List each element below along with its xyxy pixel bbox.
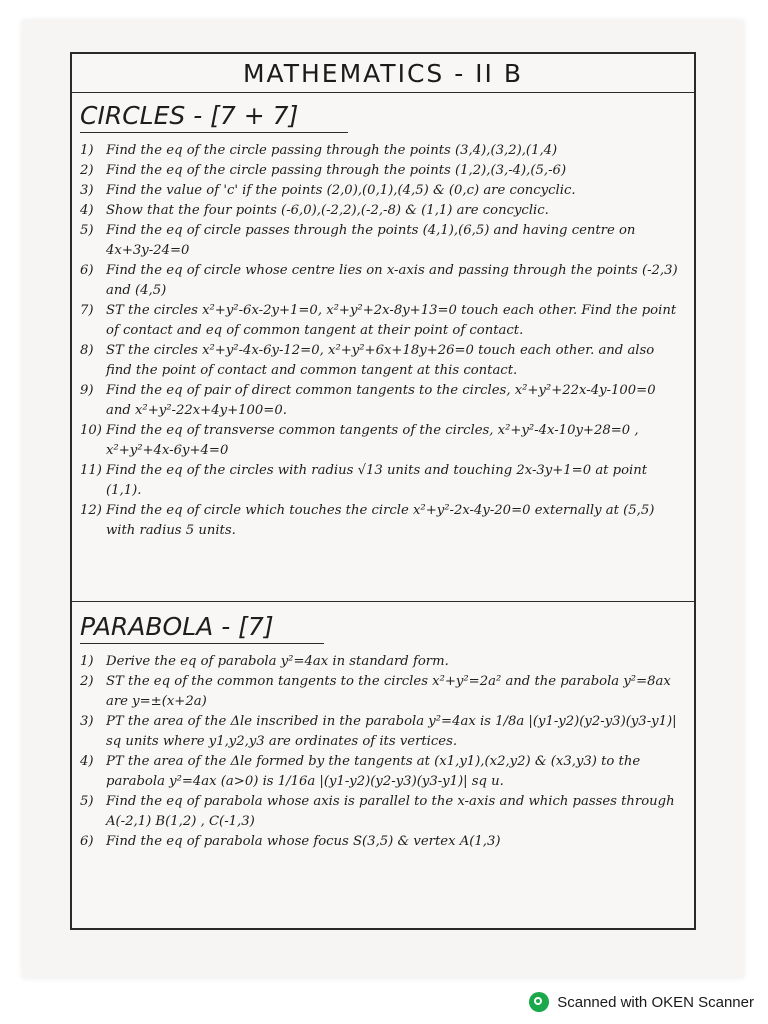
question-number: 5)	[80, 223, 94, 238]
scanner-logo-icon	[529, 992, 549, 1012]
list-item	[80, 652, 688, 672]
question-list-parabola	[80, 652, 688, 852]
list-item	[80, 752, 688, 792]
scanner-watermark	[529, 992, 754, 1012]
question-number: 7)	[80, 303, 94, 318]
list-item	[80, 501, 688, 541]
question-number: 8)	[80, 343, 94, 358]
list-item	[80, 461, 688, 501]
question-text: Show that the four points (-6,0),(-2,2),(-2,-8) & (1,1) are concyclic.	[106, 203, 549, 218]
section-heading-circles: CIRCLES - [7 + 7]	[80, 101, 348, 133]
question-text: Derive the eq of parabola y²=4ax in standard form.	[106, 654, 449, 669]
section-heading-parabola: PARABOLA - [7]	[80, 612, 324, 644]
list-item	[80, 792, 688, 832]
list-item	[80, 161, 688, 181]
question-number: 2)	[80, 163, 94, 178]
list-item	[80, 381, 688, 421]
question-number: 2)	[80, 674, 94, 689]
question-text: Find the value of 'c' if the points (2,0),(0,1),(4,5) & (0,c) are concyclic.	[106, 183, 576, 198]
question-text: Find the eq of circle passes through the points (4,1),(6,5) and having centre on 4x+3y-24=0	[106, 223, 636, 258]
question-text: Find the eq of parabola whose axis is parallel to the x-axis and which passes through A(-2,1) B(1,2) , C(-1,3)	[106, 794, 675, 829]
list-item	[80, 201, 688, 221]
sheet-title: MATHEMATICS - II B	[242, 58, 524, 88]
question-number: 9)	[80, 383, 94, 398]
list-item	[80, 301, 688, 341]
question-number: 6)	[80, 834, 94, 849]
list-item	[80, 221, 688, 261]
question-sheet	[70, 52, 696, 930]
question-text: Find the eq of the circle passing through the points (1,2),(3,-4),(5,-6)	[106, 163, 567, 178]
question-number: 4)	[80, 203, 94, 218]
scanner-watermark-text: Scanned with OKEN Scanner	[557, 993, 754, 1011]
question-list-circles	[80, 141, 688, 541]
question-number: 4)	[80, 754, 94, 769]
question-text: ST the circles x²+y²-6x-2y+1=0, x²+y²+2x-8y+13=0 touch each other. Find the point of contact and eq of common tangent at their point of contact.	[106, 303, 677, 338]
question-text: Find the eq of parabola whose focus S(3,5) & vertex A(1,3)	[106, 834, 501, 849]
question-number: 6)	[80, 263, 94, 278]
section-parabola	[72, 602, 694, 852]
question-text: ST the circles x²+y²-4x-6y-12=0, x²+y²+6x+18y+26=0 touch each other. and also find the point of contact and common tangent at this contact.	[106, 343, 655, 378]
question-number: 5)	[80, 794, 94, 809]
question-number: 11)	[80, 463, 102, 478]
question-number: 3)	[80, 714, 94, 729]
question-text: Find the eq of the circles with radius √13 units and touching 2x-3y+1=0 at point (1,1).	[106, 463, 648, 498]
question-text: Find the eq of pair of direct common tangents to the circles, x²+y²+22x-4y-100=0 and x²+y²-22x+4y+100=0.	[106, 383, 656, 418]
list-item	[80, 421, 688, 461]
title-bar	[72, 54, 694, 93]
question-number: 12)	[80, 503, 102, 518]
question-text: PT the area of the Δle inscribed in the parabola y²=4ax is 1/8a |(y1-y2)(y2-y3)(y3-y1)| sq units where y1,y2,y3 are ordinates of its vertices.	[106, 714, 677, 749]
question-text: Find the eq of circle which touches the circle x²+y²-2x-4y-20=0 externally at (5,5) with radius 5 units.	[106, 503, 655, 538]
list-item	[80, 181, 688, 201]
question-number: 3)	[80, 183, 94, 198]
question-text: Find the eq of transverse common tangents of the circles, x²+y²-4x-10y+28=0 , x²+y²+4x-6y+4=0	[106, 423, 639, 458]
question-text: PT the area of the Δle formed by the tangents at (x1,y1),(x2,y2) & (x3,y3) to the parabola y²=4ax (a>0) is 1/16a |(y1-y2)(y2-y3)(y3-y1)| sq u.	[106, 754, 641, 789]
question-text: Find the eq of the circle passing through the points (3,4),(3,2),(1,4)	[106, 143, 558, 158]
question-number: 1)	[80, 143, 94, 158]
list-item	[80, 141, 688, 161]
question-number: 1)	[80, 654, 94, 669]
section-circles	[72, 93, 694, 602]
question-text: ST the eq of the common tangents to the circles x²+y²=2a² and the parabola y²=8ax are y=±(x+2a)	[106, 674, 671, 709]
question-text: Find the eq of circle whose centre lies on x-axis and passing through the points (-2,3) and (4,5)	[106, 263, 678, 298]
list-item	[80, 672, 688, 712]
question-number: 10)	[80, 423, 102, 438]
list-item	[80, 261, 688, 301]
list-item	[80, 832, 688, 852]
list-item	[80, 712, 688, 752]
list-item	[80, 341, 688, 381]
